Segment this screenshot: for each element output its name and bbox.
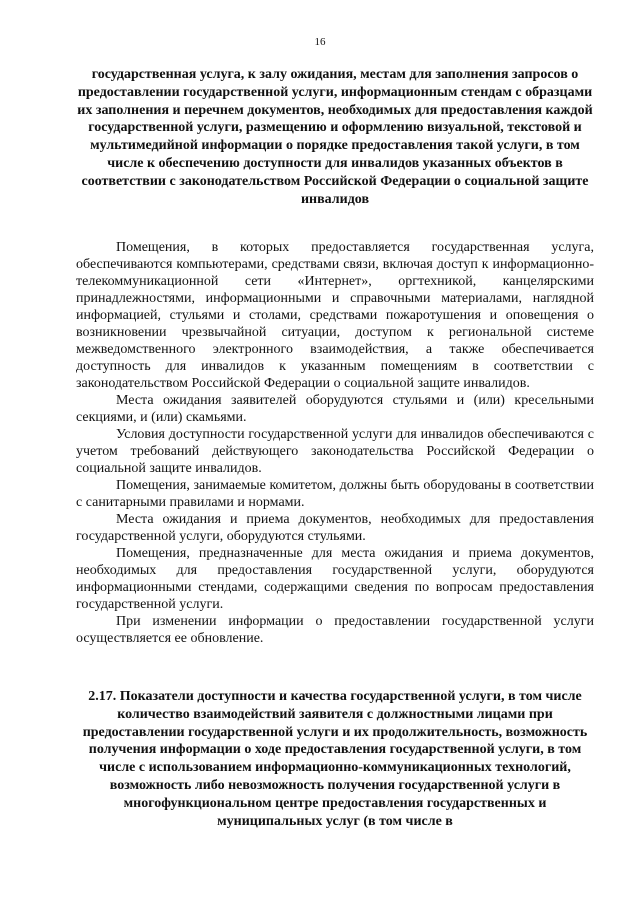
paragraph-accessibility-conditions: Условия доступности государственной услуги для инвалидов обеспечиваются с учетом требований действующего законодательства Российской Федерации о социальной защите инвалидов. bbox=[76, 427, 594, 476]
paragraph-info-stands: Помещения, предназначенные для места ожидания и приема документов, необходимых для предоставления государственной услуги, оборудуются информационными стендами, содержащими сведения по вопросам предоставления государственной услуги. bbox=[76, 546, 594, 612]
paragraph-premises-equipment: Помещения, в которых предоставляется государственная услуга, обеспечиваются компьютерами, средствами связи, включая доступ к информационно-телекоммуникационной сети «Интернет», оргтехникой, канцелярскими принадлежностями, информационными и справочными материалами, наглядной информацией, стульями и столами, средствами пожаротушения и оповещения о возникновении чрезвычайной ситуации, доступом к региональной системе межведомственного электронного взаимодействия, а также обеспечивается доступность для инвалидов к указанным помещениям в соответствии с законодательством Российской Федерации о социальной защите инвалидов. bbox=[76, 240, 594, 391]
paragraph-committee-premises: Помещения, занимаемые комитетом, должны быть оборудованы в соответствии с санитарными правилами и нормами. bbox=[76, 478, 594, 510]
body-text bbox=[76, 239, 594, 647]
paragraph-reception-places: Места ожидания и приема документов, необходимых для предоставления государственной услуги, оборудуются стульями. bbox=[76, 512, 594, 544]
page-number: 16 bbox=[314, 36, 326, 48]
section-heading-2-17: 2.17. Показатели доступности и качества государственной услуги, в том числе количество взаимодействий заявителя с должностными лицами при предоставлении государственной услуги и их продолжительность, возможность получения информации о ходе предоставления государственной услуги, в том числе с использованием информационно-коммуникационных технологий, возможность либо невозможность получения государственной услуги в многофункциональном центре предоставления государственных и муниципальных услуг (в том числе в bbox=[82, 689, 588, 829]
paragraph-info-update: При изменении информации о предоставлении государственной услуги осуществляется ее обновление. bbox=[76, 614, 594, 646]
paragraph-waiting-places: Места ожидания заявителей оборудуются стульями и (или) кресельными секциями, и (или) скамьями. bbox=[76, 393, 594, 425]
section-heading-top: государственная услуга, к залу ожидания, местам для заполнения запросов о предоставлении государственной услуги, информационным стендам с образцами их заполнения и перечнем документов, необходимых для предоставления каждой государственной услуги, размещению и оформлению визуальной, текстовой и мультимедийной информации о порядке предоставления такой услуги, в том числе к обеспечению доступности для инвалидов указанных объектов в соответствии с законодательством Российской Федерации о социальной защите инвалидов bbox=[77, 67, 593, 207]
